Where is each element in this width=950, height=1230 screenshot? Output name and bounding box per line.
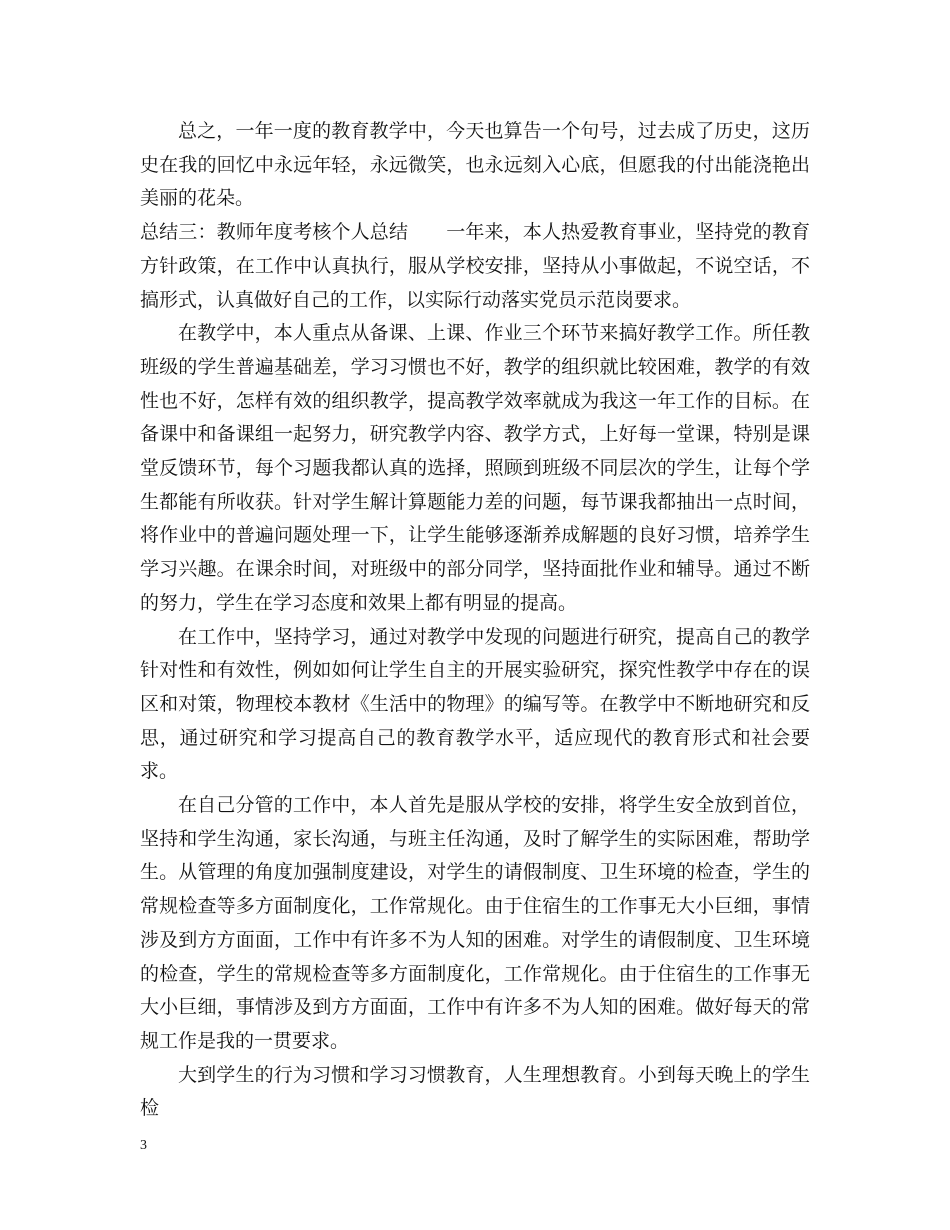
- paragraph-summary-three: [140, 216, 810, 317]
- page-number: 3: [140, 1138, 147, 1153]
- paragraph-research: 在工作中，坚持学习，通过对教学中发现的问题进行研究，提高自己的教学针对性和有效性，例如如何让学生自主的开展实验研究，探究性教学中存在的误区和对策，物理校本教材《生活中的物理》的编写等。在教学中不断地研究和反思，通过研究和学习提高自己的教育教学水平，适应现代的教育形式和社会要求。: [140, 625, 810, 783]
- section-heading: 总结三：教师年度考核个人总结: [140, 221, 409, 244]
- paragraph-behavior: 大到学生的行为习惯和学习习惯教育，人生理想教育。小到每天晚上的学生检: [140, 1063, 810, 1120]
- section-intro-text: 一年来，本人热爱教育事业，坚持党的教育方针政策，在工作中认真执行，服从学校安排，坚持从小事做起，不说空话，不搞形式，认真做好自己的工作，以实际行动落实党员示范岗要求。: [140, 221, 810, 311]
- document-body: [140, 115, 810, 1126]
- paragraph-teaching: 在教学中，本人重点从备课、上课、作业三个环节来搞好教学工作。所任教班级的学生普遍基础差，学习习惯也不好，教学的组织就比较困难，教学的有效性也不好，怎样有效的组织教学，提高教学效率就成为我这一年工作的目标。在备课中和备课组一起努力，研究教学内容、教学方式，上好每一堂课，特别是课堂反馈环节，每个习题我都认真的选择，照顾到班级不同层次的学生，让每个学生都能有所收获。针对学生解计算题能力差的问题，每节课我都抽出一点时间，将作业中的普遍问题处理一下，让学生能够逐渐养成解题的良好习惯，培养学生学习兴趣。在课余时间，对班级中的部分同学，坚持面批作业和辅导。通过不断的努力，学生在学习态度和效果上都有明显的提高。: [140, 322, 810, 614]
- paragraph-conclusion: 总之，一年一度的教育教学中，今天也算告一个句号，过去成了历史，这历史在我的回忆中永远年轻，永远微笑，也永远刻入心底，但愿我的付出能浇艳出美丽的花朵。: [140, 120, 810, 210]
- paragraph-management: 在自己分管的工作中，本人首先是服从学校的安排，将学生安全放到首位，坚持和学生沟通，家长沟通，与班主任沟通，及时了解学生的实际困难，帮助学生。从管理的角度加强制度建设，对学生的请假制度、卫生环境的检查，学生的常规检查等多方面制度化，工作常规化。由于住宿生的工作事无大小巨细，事情涉及到方方面面，工作中有许多不为人知的困难。对学生的请假制度、卫生环境的检查，学生的常规检查等多方面制度化，工作常规化。由于住宿生的工作事无大小巨细，事情涉及到方方面面，工作中有许多不为人知的困难。做好每天的常规工作是我的一贯要求。: [140, 794, 810, 1052]
